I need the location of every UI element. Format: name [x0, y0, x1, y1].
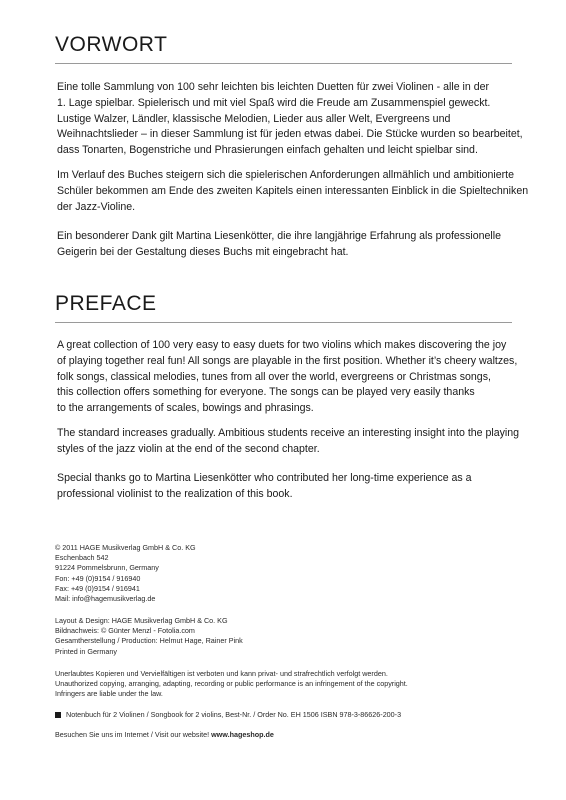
- text-line: Gesamtherstellung / Production: Helmut Hage, Rainer Pink: [55, 636, 243, 646]
- text-line: dass Tonarten, Bogenstriche und Phrasierungen einfach gehalten und leicht spielbar sind.: [57, 144, 478, 157]
- copyright-notice: [55, 669, 525, 700]
- text-line: professional violinist to the realization of this book.: [57, 487, 293, 500]
- text-line: Fon: +49 (0)9154 / 916940: [55, 573, 141, 583]
- order-info: [55, 710, 525, 720]
- text-line: Schüler bekommen am Ende des zweiten Kapitels einen interessanten Einblick in die Spieltechniken: [57, 184, 529, 197]
- preface-paragraph-2: [57, 426, 527, 458]
- text-line: der Jazz-Violine.: [57, 200, 136, 213]
- text-line: Layout & Design: HAGE Musikverlag GmbH & Co. KG: [55, 616, 228, 625]
- text-line: Unerlaubtes Kopieren und Vervielfältigen ist verboten und kann privat- und strafrechtlich verfolgt werden.: [55, 669, 388, 678]
- text-line: Unauthorized copying, arranging, adapting, recording or public performance is an infringement of the copyright.: [55, 679, 408, 689]
- text-line: 91224 Pommelsbrunn, Germany: [55, 563, 159, 573]
- square-bullet-icon: [55, 712, 61, 718]
- preface-heading: PREFACE: [55, 292, 512, 323]
- text-line: Eschenbach 542: [55, 553, 109, 563]
- vorwort-heading: VORWORT: [55, 33, 512, 64]
- text-line: Infringers are liable under the law.: [55, 689, 163, 699]
- text-line: 1. Lage spielbar. Spielerisch und mit viel Spaß wird die Freude am Zusammenspiel geweckt.: [57, 96, 491, 109]
- text-line: Mail: info@hagemusikverlag.de: [55, 594, 156, 604]
- vorwort-paragraph-1: [57, 80, 527, 159]
- text-line: Bildnachweis: © Günter Menzl - Fotolia.com: [55, 626, 195, 636]
- production-credits: [55, 616, 525, 657]
- text-line: © 2011 HAGE Musikverlag GmbH & Co. KG: [55, 543, 196, 552]
- vorwort-paragraph-2: [57, 168, 527, 215]
- text-line: styles of the jazz violin at the end of the second chapter.: [57, 442, 320, 455]
- text-line: Im Verlauf des Buches steigern sich die spielerischen Anforderungen allmählich und ambitionierte: [57, 169, 514, 181]
- text-line: folk songs, classical melodies, tunes from all over the world, evergreens or Christmas songs,: [57, 370, 491, 383]
- text-line: The standard increases gradually. Ambitious students receive an interesting insight into the playing: [57, 427, 520, 439]
- text-line: Geigerin bei der Gestaltung dieses Buchs mit eingebracht hat.: [57, 245, 349, 258]
- preface-paragraph-3: [57, 471, 527, 503]
- text-line: Ein besonderer Dank gilt Martina Liesenkötter, die ihre langjährige Erfahrung als professionelle: [57, 230, 502, 242]
- text-line: Lustige Walzer, Ländler, klassische Melodien, Lieder aus aller Welt, Evergreens und: [57, 112, 451, 125]
- text-line: of playing together real fun! All songs are playable in the first position. Whether it’s cheery waltzes,: [57, 354, 518, 367]
- vorwort-paragraph-3: [57, 229, 527, 261]
- text-line: to the arrangements of scales, bowings and phrasings.: [57, 402, 314, 415]
- text-line: Weihnachtslieder – in dieser Sammlung ist für jeden etwas dabei. Die Stücke wurden so bearbeitet,: [57, 128, 523, 141]
- website-line: [55, 730, 525, 740]
- text-line: Special thanks go to Martina Liesenkötter who contributed her long-time experience as a: [57, 472, 472, 484]
- text-line: A great collection of 100 very easy to easy duets for two violins which makes discovering the joy: [57, 339, 507, 351]
- order-number-line: Notenbuch für 2 Violinen / Songbook for 2 violins, Best-Nr. / Order No. EH 1506 ISBN 978-3-86626-200-3: [66, 710, 402, 719]
- text-line: Fax: +49 (0)9154 / 916941: [55, 583, 140, 593]
- text-line: this collection offers something for everyone. The songs can be played very easily thanks: [57, 386, 475, 399]
- website-prefix: Besuchen Sie uns im Internet / Visit our website!: [55, 730, 210, 739]
- text-line: Printed in Germany: [55, 646, 117, 656]
- text-line: Eine tolle Sammlung von 100 sehr leichten bis leichten Duetten für zwei Violinen - alle in der: [57, 81, 490, 93]
- preface-paragraph-1: [57, 338, 527, 417]
- publisher-address: [55, 543, 525, 604]
- website-link[interactable]: www.hageshop.de: [211, 730, 274, 739]
